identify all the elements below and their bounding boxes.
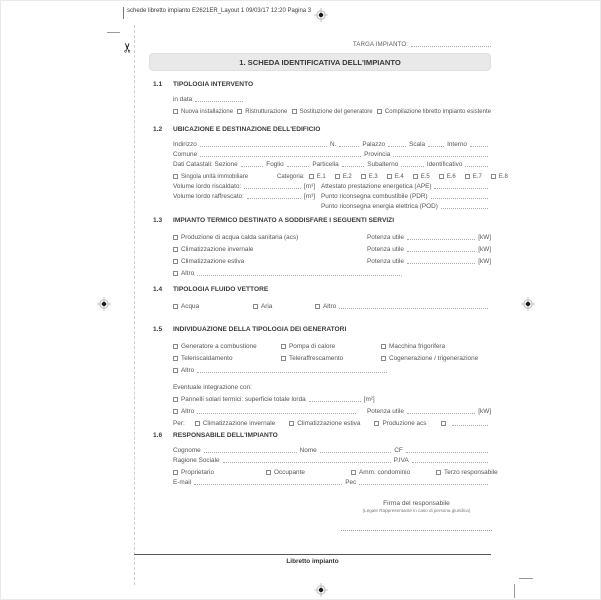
signature-subtitle: (Legale Rappresentante in caso di persona giuridica) — [362, 508, 471, 513]
generatori-row-2 — [173, 350, 491, 362]
section-title: INDIVIDUAZIONE DELLA TIPOLOGIA DEI GENERATORI — [173, 326, 347, 333]
m3-unit: [m³] — [303, 183, 315, 190]
checkbox-per-altro[interactable] — [441, 421, 446, 426]
palazzo-label: Palazzo — [362, 141, 386, 148]
subalterno-label: Subalterno — [367, 161, 399, 168]
checkbox-compilazione-libretto[interactable] — [377, 109, 382, 114]
ragione-sociale-row — [173, 454, 491, 464]
n-field[interactable] — [339, 146, 359, 147]
pdr-field[interactable] — [431, 198, 488, 199]
checkbox-label: Produzione di acqua calda sanitaria (acs) — [181, 234, 299, 241]
crop-mark-bottom-right-h — [519, 578, 533, 579]
interno-field[interactable] — [470, 146, 488, 147]
checkbox-per-estiva[interactable] — [289, 421, 294, 426]
section-number: 1.5 — [153, 326, 163, 333]
servizio-acs-row — [173, 229, 491, 241]
page-title: 1. SCHEDA IDENTIFICATIVA DELL'IMPIANTO — [149, 53, 491, 71]
generatori-altro-row — [173, 362, 491, 374]
checkbox-amm-condominio[interactable] — [351, 470, 356, 475]
integrazione-altro-row — [173, 403, 491, 415]
checkbox-altro-integrazione[interactable] — [173, 409, 178, 414]
checkbox-label: Occupante — [274, 469, 305, 476]
potenza-utile-label: Potenza utile — [367, 246, 404, 253]
checkbox-e1[interactable] — [309, 174, 314, 179]
footer-rule — [134, 554, 491, 555]
checkbox-label: Altro — [181, 270, 195, 277]
identificativo-label: Identificativo — [426, 161, 463, 168]
checkbox-label: E.2 — [342, 174, 352, 180]
targa-impianto-label: TARGA IMPIANTO: — [353, 42, 409, 48]
checkbox-altro-servizio[interactable] — [173, 271, 178, 276]
pod-label: Punto riconsegna energia elettrica (POD) — [321, 203, 438, 210]
email-field[interactable] — [194, 484, 342, 485]
altro-integrazione-field[interactable] — [197, 413, 356, 414]
checkbox-e2[interactable] — [335, 174, 340, 179]
vol-riscaldato-field[interactable] — [244, 188, 301, 189]
checkbox-altro-generatore[interactable] — [173, 368, 178, 373]
altro-servizio-field[interactable] — [197, 275, 402, 276]
particella-label: Particella — [312, 161, 339, 168]
targa-impianto-row — [353, 42, 494, 48]
kw-unit: [kW] — [478, 234, 491, 241]
checkbox-teleraffrescamento[interactable] — [281, 356, 286, 361]
checkbox-climatizzazione-invernale[interactable] — [173, 247, 178, 252]
m3-unit: [m³] — [303, 193, 315, 200]
kw-unit: [kW] — [478, 258, 491, 265]
identificativo-field[interactable] — [465, 166, 488, 167]
signature-title: Firma del responsabile — [383, 500, 450, 507]
section-number: 1.6 — [153, 432, 163, 439]
checkbox-label: Amm. condominio — [359, 469, 411, 476]
checkbox-aria[interactable] — [253, 304, 258, 309]
cognome-row — [173, 444, 491, 454]
volume-raffrescato-row — [173, 190, 491, 200]
checkbox-nuova-installazione[interactable] — [173, 109, 178, 114]
potenza-field[interactable] — [407, 263, 475, 264]
sezione-field[interactable] — [241, 166, 264, 167]
checkbox-label: Aria — [261, 303, 273, 310]
footer-label: Libretto impianto — [286, 558, 339, 565]
scissors-icon: ✂ — [119, 42, 135, 53]
checkbox-label: Acqua — [181, 303, 200, 310]
ape-field[interactable] — [434, 188, 488, 189]
pec-label: Pec — [345, 479, 357, 486]
pannelli-solari-row — [173, 391, 491, 403]
checkbox-generatore-combustione[interactable] — [173, 344, 178, 349]
signature-line[interactable] — [341, 530, 492, 531]
section-number: 1.4 — [153, 286, 163, 293]
signature-block — [341, 500, 492, 531]
integrazione-row — [173, 381, 491, 391]
section-title: UBICAZIONE E DESTINAZIONE DELL'EDIFICIO — [173, 126, 321, 133]
nome-label: Nome — [299, 447, 317, 454]
section-title: RESPONSABILE DELL'IMPIANTO — [173, 432, 278, 439]
checkbox-label: Pannelli solari termici: superficie totale lorda — [181, 396, 306, 403]
section-fluido-vettore — [153, 286, 491, 310]
section-number: 1.2 — [153, 126, 163, 133]
per-altro-field[interactable] — [452, 425, 489, 426]
checkbox-label: Terzo responsabile — [444, 469, 498, 476]
checkbox-label: Climatizzazione invernale — [202, 420, 276, 427]
vol-riscaldato-label: Volume lordo riscaldato: — [173, 183, 242, 190]
indirizzo-row — [173, 138, 491, 148]
servizio-altro-row — [173, 265, 491, 277]
generatori-row-1 — [173, 338, 491, 350]
checkbox-label: Ristrutturazione — [245, 109, 288, 115]
print-slug: schede libretto impianto E2621ER_Layout 1 09/03/17 12:20 Pagina 3 — [127, 8, 312, 14]
comune-row — [173, 148, 491, 158]
registration-mark-bottom — [314, 583, 328, 597]
email-row — [173, 476, 491, 486]
indirizzo-field[interactable] — [200, 146, 327, 147]
checkbox-label: Cogenerazione / trigenerazione — [389, 355, 479, 362]
vol-raffrescato-field[interactable] — [247, 198, 301, 199]
in-data-field[interactable] — [195, 101, 243, 102]
checkbox-label: E.7 — [472, 174, 482, 180]
provincia-field[interactable] — [393, 156, 488, 157]
registration-mark-top — [314, 8, 328, 22]
categoria-label: Categoria: — [277, 174, 305, 180]
sezione-label: Dati Catastali: Sezione — [173, 161, 238, 168]
section-title: TIPOLOGIA FLUIDO VETTORE — [173, 286, 269, 293]
checkbox-pannelli-solari[interactable] — [173, 397, 178, 402]
checkbox-label: E.8 — [498, 174, 508, 180]
checkbox-label: Nuova installazione — [181, 109, 234, 115]
volume-riscaldato-row — [173, 180, 491, 190]
fluido-options-row — [173, 298, 491, 310]
checkbox-proprietario[interactable] — [173, 470, 178, 475]
potenza-field[interactable] — [407, 413, 475, 414]
crop-mark-top-left — [107, 32, 120, 33]
potenza-field[interactable] — [407, 251, 475, 252]
m2-unit: [m²] — [363, 396, 375, 403]
checkbox-e8[interactable] — [491, 174, 496, 179]
checkbox-cogenerazione[interactable] — [381, 356, 386, 361]
servizio-estiva-row — [173, 253, 491, 265]
provincia-label: Provincia — [364, 151, 391, 158]
n-label: N. — [329, 141, 337, 148]
integrazione-label: Eventuale integrazione con: — [173, 384, 252, 391]
section-title: TIPOLOGIA INTERVENTO — [173, 81, 254, 88]
dati-catastali-row — [173, 158, 491, 168]
registration-mark-left — [97, 297, 111, 311]
checkbox-label: Macchina frigorifera — [389, 343, 446, 350]
foglio-field[interactable] — [287, 166, 310, 167]
piva-label: P.IVA — [393, 457, 409, 464]
section-tipologia-intervento — [153, 81, 491, 115]
slug-divider — [123, 7, 124, 19]
section-tipologia-generatori — [153, 326, 491, 427]
checkbox-acqua[interactable] — [173, 304, 178, 309]
scala-field[interactable] — [428, 146, 444, 147]
checkbox-terzo-responsabile[interactable] — [436, 470, 441, 475]
pod-field[interactable] — [441, 208, 488, 209]
registration-mark-right — [521, 297, 535, 311]
servizio-invernale-row — [173, 241, 491, 253]
potenza-field[interactable] — [407, 239, 475, 240]
kw-unit: [kW] — [478, 408, 491, 415]
palazzo-field[interactable] — [388, 146, 406, 147]
ape-label: Attestato prestazione energetica (APE) — [321, 183, 432, 190]
checkbox-label: Produzione acs — [382, 420, 427, 427]
section-number: 1.1 — [153, 81, 163, 88]
checkbox-label: Altro — [181, 408, 195, 415]
cognome-label: Cognome — [173, 447, 201, 454]
per-label: Per: — [173, 420, 185, 427]
checkbox-produzione-acs[interactable] — [173, 235, 178, 240]
cf-field[interactable] — [406, 452, 488, 453]
checkbox-pompa-di-calore[interactable] — [281, 344, 286, 349]
checkbox-e5[interactable] — [413, 174, 418, 179]
checkbox-label: E.6 — [446, 174, 456, 180]
checkbox-label: Proprietario — [181, 469, 215, 476]
section-responsabile-impianto — [153, 432, 498, 486]
kw-unit: [kW] — [478, 246, 491, 253]
nome-field[interactable] — [320, 452, 392, 453]
categoria-row — [173, 168, 508, 180]
comune-label: Comune — [173, 151, 198, 158]
checkbox-e3[interactable] — [361, 174, 366, 179]
checkbox-label: E.3 — [368, 174, 378, 180]
section-ubicazione-edificio — [153, 126, 508, 210]
targa-impianto-field[interactable] — [411, 46, 491, 47]
checkbox-e7[interactable] — [465, 174, 470, 179]
checkbox-label: Teleraffrescamento — [289, 355, 344, 362]
comune-field[interactable] — [200, 156, 361, 157]
checkbox-label: Climatizzazione estiva — [297, 420, 361, 427]
checkbox-ristrutturazione[interactable] — [237, 109, 242, 114]
cut-line — [134, 25, 135, 585]
section-title: IMPIANTO TERMICO DESTINATO A SODDISFARE I SEGUENTI SERVIZI — [173, 217, 395, 224]
checkbox-label: Climatizzazione estiva — [181, 258, 245, 265]
pod-row — [173, 200, 491, 210]
checkbox-label: Altro — [181, 367, 195, 374]
checkbox-label: E.4 — [394, 174, 404, 180]
pdr-label: Punto riconsegna combustibile (PDR) — [321, 193, 428, 200]
interno-label: Interno — [447, 141, 467, 148]
checkbox-sostituzione-generatore[interactable] — [292, 109, 297, 114]
vol-raffrescato-label: Volume lordo raffrescato: — [173, 193, 244, 200]
cf-label: CF — [394, 447, 403, 454]
email-label: E-mail — [173, 479, 192, 486]
intervento-options-row — [173, 103, 491, 115]
potenza-utile-label: Potenza utile — [367, 234, 404, 241]
indirizzo-label: Indirizzo — [173, 141, 197, 148]
piva-field[interactable] — [412, 462, 488, 463]
per-row — [173, 415, 491, 427]
checkbox-label: E.1 — [316, 174, 326, 180]
ragione-sociale-label: Ragione Sociale — [173, 457, 220, 464]
particella-field[interactable] — [342, 166, 365, 167]
scala-label: Scala — [409, 141, 426, 148]
checkbox-label: Altro — [323, 303, 337, 310]
checkbox-label: Compilazione libretto impianto esistente — [384, 109, 491, 115]
subalterno-field[interactable] — [401, 166, 424, 167]
altro-generatore-field[interactable] — [197, 372, 387, 373]
checkbox-label: Pompa di calore — [289, 343, 336, 350]
checkbox-e4[interactable] — [387, 174, 392, 179]
checkbox-label: Teleriscaldamento — [181, 355, 233, 362]
checkbox-per-acs[interactable] — [374, 421, 379, 426]
checkbox-e6[interactable] — [439, 174, 444, 179]
checkbox-singola-unita[interactable] — [173, 174, 178, 179]
foglio-label: Foglio — [266, 161, 284, 168]
responsabile-options-row — [173, 464, 498, 476]
checkbox-label: Sostituzione del generatore — [299, 109, 373, 115]
checkbox-label: Climatizzazione invernale — [181, 246, 254, 253]
altro-fluido-field[interactable] — [339, 308, 488, 309]
potenza-utile-label: Potenza utile — [367, 258, 404, 265]
section-number: 1.3 — [153, 217, 163, 224]
checkbox-per-invernale[interactable] — [195, 421, 200, 426]
checkbox-teleriscaldamento[interactable] — [173, 356, 178, 361]
checkbox-label: E.5 — [420, 174, 430, 180]
checkbox-altro-fluido[interactable] — [315, 304, 320, 309]
checkbox-occupante[interactable] — [266, 470, 271, 475]
in-data-row — [173, 93, 491, 103]
pec-field[interactable] — [359, 484, 488, 485]
cognome-field[interactable] — [204, 452, 297, 453]
ragione-sociale-field[interactable] — [223, 462, 391, 463]
section-impianto-termico — [153, 217, 491, 277]
potenza-utile-label: Potenza utile — [367, 408, 404, 415]
checkbox-climatizzazione-estiva[interactable] — [173, 259, 178, 264]
crop-mark-bottom-right-v — [514, 584, 515, 598]
checkbox-label: Generatore a combustione — [181, 343, 257, 350]
in-data-label: in data — [173, 96, 193, 103]
superficie-field[interactable] — [309, 401, 361, 402]
checkbox-macchina-frigorifera[interactable] — [381, 344, 386, 349]
checkbox-label: Singola unità immobiliare — [181, 174, 249, 180]
